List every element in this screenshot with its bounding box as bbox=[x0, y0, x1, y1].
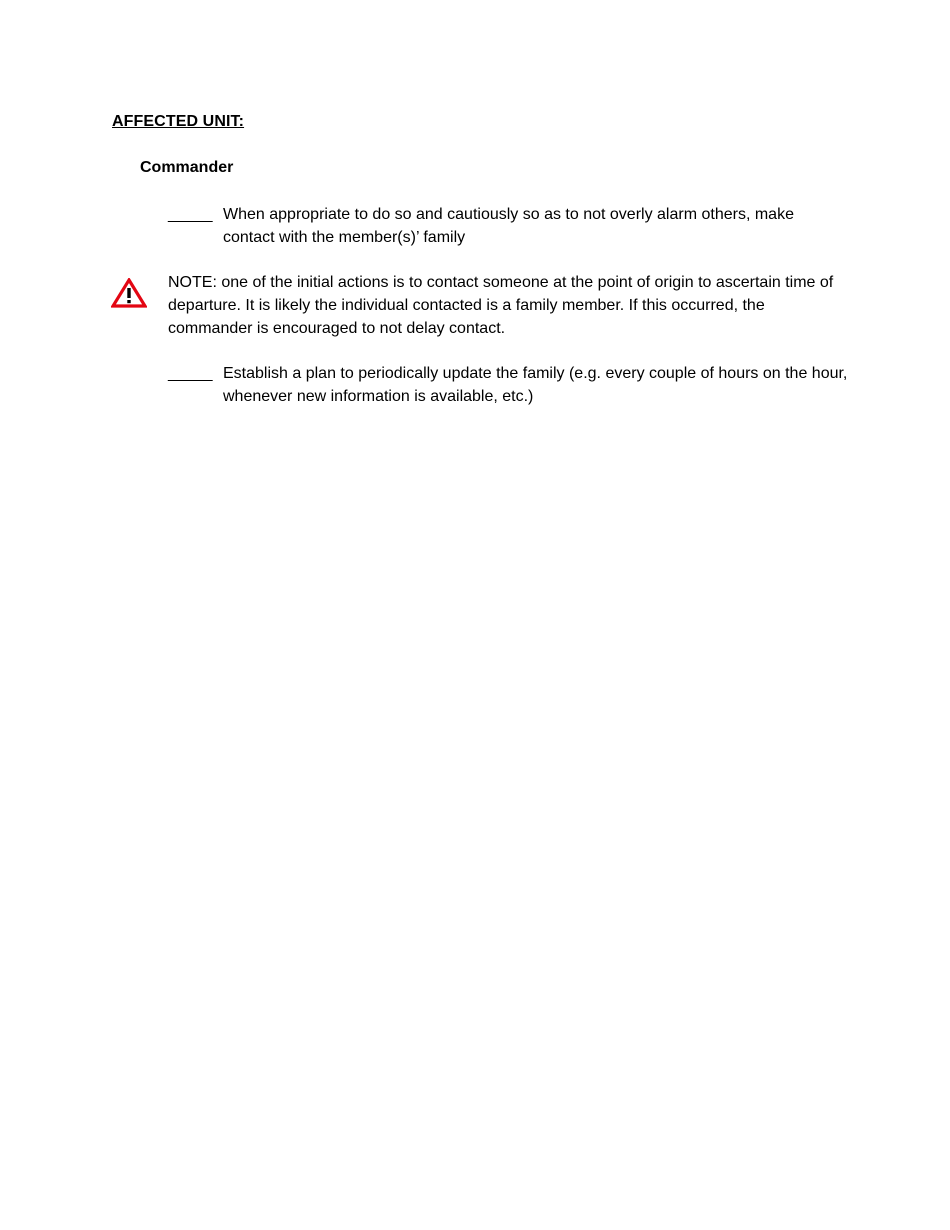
checklist-item bbox=[168, 203, 848, 249]
section-heading: AFFECTED UNIT: bbox=[112, 113, 245, 130]
checkbox-blank: _____ bbox=[168, 206, 213, 223]
checkbox-blank: _____ bbox=[168, 365, 213, 382]
checklist-item bbox=[168, 362, 848, 408]
warning-exclamation-dot bbox=[127, 300, 130, 303]
note-text: NOTE: one of the initial actions is to contact someone at the point of origin to ascertain time of departure. It is likely the individual contacted is a family member. If this occurred, the commander is encouraged to not delay contact. bbox=[168, 274, 834, 337]
warning-exclamation-bar bbox=[127, 288, 130, 298]
checklist-item-text: Establish a plan to periodically update the family (e.g. every couple of hours on the hour, whenever new information is available, etc.) bbox=[223, 365, 848, 405]
checklist-item-text: When appropriate to do so and cautiously so as to not overly alarm others, make contact with the member(s)’ family bbox=[223, 206, 794, 246]
role-heading: Commander bbox=[140, 159, 234, 176]
warning-icon bbox=[111, 278, 147, 308]
